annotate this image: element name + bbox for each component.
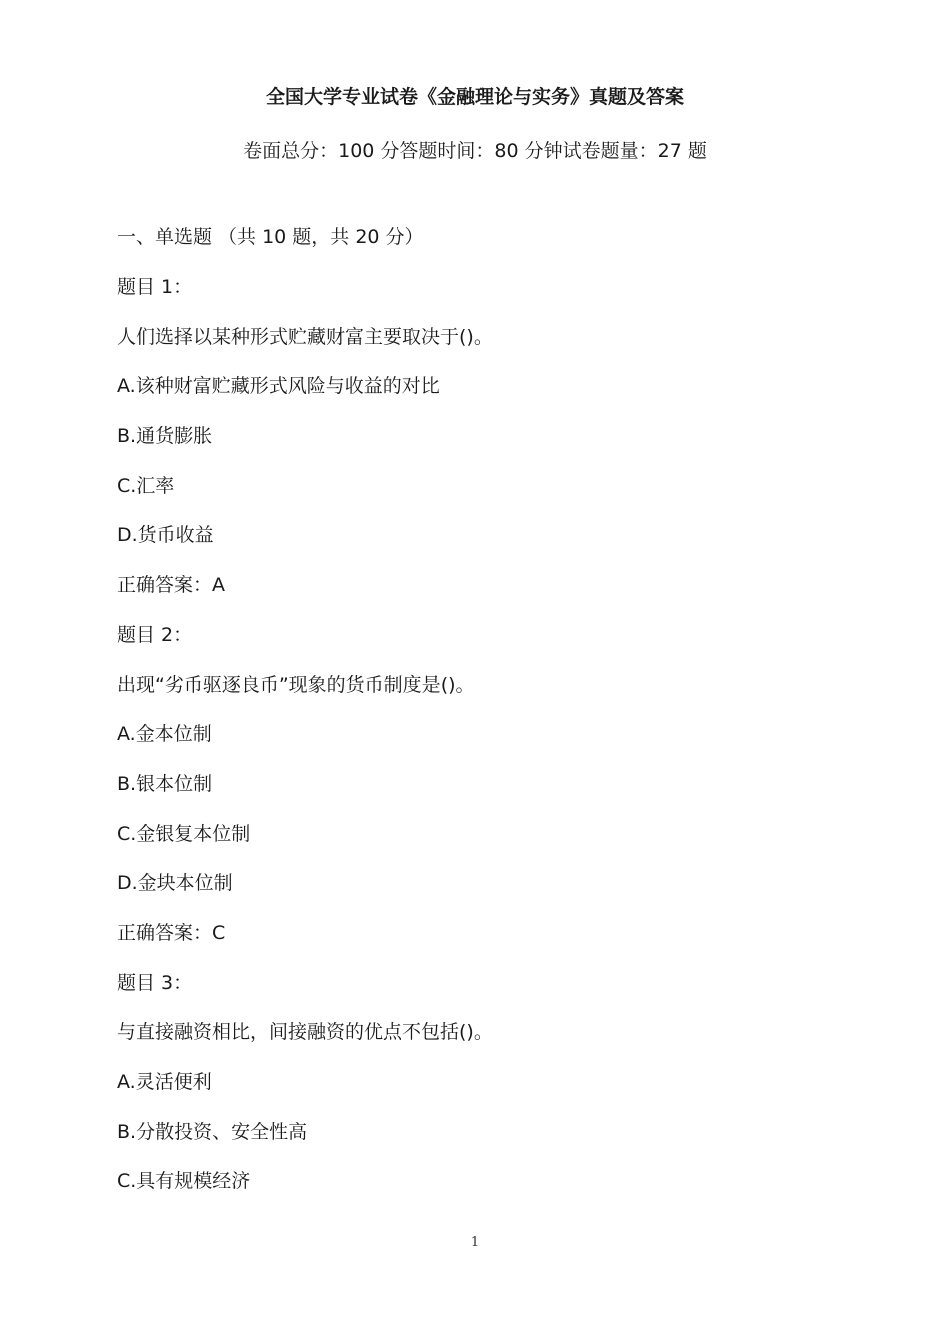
question-stem: 出现“劣币驱逐良币”现象的货币制度是()。 bbox=[117, 673, 475, 696]
question-stem: 与直接融资相比，间接融资的优点不包括()。 bbox=[117, 1021, 493, 1044]
option-a: A.该种财富贮藏形式风险与收益的对比 bbox=[117, 375, 440, 398]
question-label: 题目 3： bbox=[117, 971, 193, 994]
option-a: A.灵活便利 bbox=[117, 1071, 212, 1093]
correct-answer: 正确答案：C bbox=[117, 921, 226, 944]
option-b: B.通货膨胀 bbox=[117, 425, 213, 448]
question-stem: 人们选择以某种形式贮藏财富主要取决于()。 bbox=[117, 325, 493, 348]
option-d: D.金块本位制 bbox=[117, 872, 233, 895]
question-label: 题目 1： bbox=[117, 276, 193, 298]
option-c: C.金银复本位制 bbox=[117, 822, 251, 845]
option-c: C.具有规模经济 bbox=[117, 1170, 251, 1193]
option-b: B.分散投资、安全性高 bbox=[117, 1120, 308, 1143]
option-b: B.银本位制 bbox=[117, 772, 213, 795]
section-heading: 一、单选题 （共 10 题，共 20 分） bbox=[117, 226, 424, 248]
document-title: 全国大学专业试卷《金融理论与实务》真题及答案 bbox=[265, 86, 684, 108]
option-c: C.汇率 bbox=[117, 474, 175, 497]
option-d: D.货币收益 bbox=[117, 524, 214, 547]
correct-answer: 正确答案：A bbox=[117, 574, 225, 597]
exam-body bbox=[117, 224, 877, 1218]
question-label: 题目 2： bbox=[117, 623, 193, 646]
option-a: A.金本位制 bbox=[117, 723, 212, 746]
exam-info: 卷面总分：100 分答题时间：80 分钟试卷题量：27 题 bbox=[243, 140, 707, 162]
page-number: 1 bbox=[470, 1235, 480, 1250]
